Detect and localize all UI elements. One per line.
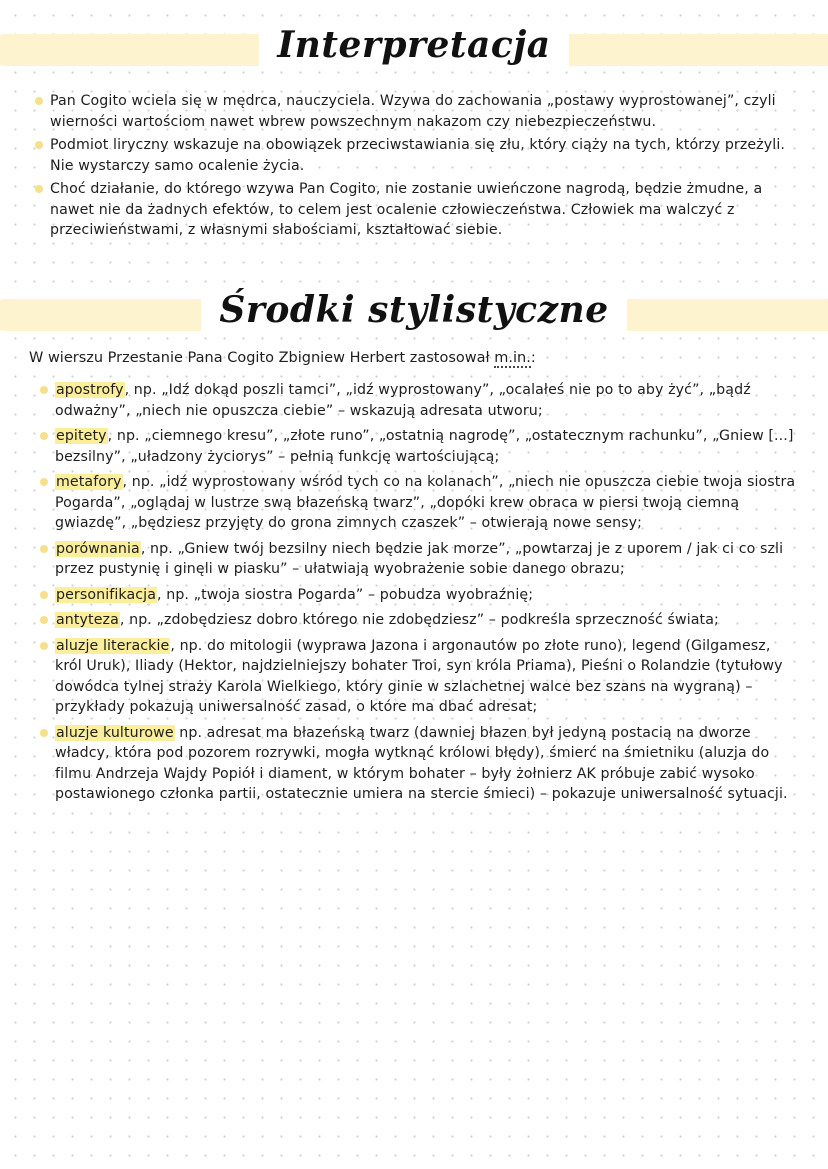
- bullet-icon: [40, 729, 48, 737]
- stylistic-devices-list: [55, 380, 797, 805]
- bullet-icon: [40, 478, 48, 486]
- bullet-icon: [40, 545, 48, 553]
- list-item: metafory, np. „idź wyprostowany wśród tych co na kolanach”, „niech nie opuszcza ciebie twoja siostra Pogarda”, „oglądaj w lustrze swą błazeńską twarz”, „dopóki krew obraca w piersi twoją ciemną gwiazdę”, „będziesz przyjęty do grona zimnych czaszek” – otwierają nowe sensy;: [55, 472, 797, 534]
- list-item: personifikacja, np. „twoja siostra Pogarda” – pobudza wyobraźnię;: [55, 585, 797, 606]
- list-item: Choć działanie, do którego wzywa Pan Cogito, nie zostanie uwieńczone nagrodą, będzie żmudne, a nawet nie da żadnych efektów, to celem jest ocalenie człowieczeństwa. Człowiek ma walczyć z przeciwieństwami, z własnymi słabościami, kształtować siebie.: [50, 179, 795, 241]
- list-item: porównania, np. „Gniew twój bezsilny niech będzie jak morze”, „powtarzaj je z uporem / jak ci co szli przez pustynię i ginęli w piasku” – ułatwiają wyobrażenie sobie danego obrazu;: [55, 539, 797, 580]
- bullet-icon: [40, 386, 48, 394]
- device-term: antyteza: [56, 612, 119, 628]
- bullet-icon: [35, 185, 43, 193]
- list-item: Podmiot liryczny wskazuje na obowiązek przeciwstawiania się złu, który ciąży na tych, którzy przeżyli. Nie wystarczy samo ocalenie życia.: [50, 135, 795, 176]
- device-term: epitety: [56, 428, 107, 444]
- bullet-icon: [40, 642, 48, 650]
- device-term: porównania: [56, 540, 140, 557]
- list-item: aluzje literackie, np. do mitologii (wyprawa Jazona i argonautów po złote runo), legend (Gilgamesz, król Uruk), Iliady (Hektor, najdzielniejszy bohater Troi, syn króla Priama), Pieśni o Rolandzie (tytułowy dowódca tylnej straży Karola Wielkiego, który ginie w szlachetnej walce bez szans na wygraną) – przykłady pokazują uniwersalność zasad, o które ma dbać adresat;: [55, 636, 797, 718]
- section-heading-srodki: Środki stylistyczne: [0, 289, 828, 331]
- interpretation-list: [50, 91, 795, 241]
- stylistic-intro: W wierszu Przestanie Pana Cogito Zbigniew Herbert zastosował m.in.:: [29, 350, 536, 366]
- device-term: personifikacja: [56, 586, 157, 603]
- device-term: apostrofy: [56, 382, 124, 398]
- bullet-icon: [40, 432, 48, 440]
- list-item: aluzje kulturowe np. adresat ma błazeńską twarz (dawniej błazen był jedyną postacią na dworze władcy, która pod pozorem rozrywki, mogła wytknąć królowi błędy), śmierć na śmietniku (aluzja do filmu Andrzeja Wajdy Popiół i diament, w którym bohater – były żołnierz AK próbuje zabić wysoko postawionego członka partii, ostatecznie umiera na stercie śmieci) – pokazuje uniwersalność sytuacji.: [55, 723, 797, 805]
- bullet-icon: [40, 616, 48, 624]
- list-item: Pan Cogito wciela się w mędrca, nauczyciela. Wzywa do zachowania „postawy wyprostowanej”, czyli wierności wartościom nawet wbrew powszechnym nakazom czy niebezpieczeństwu.: [50, 91, 795, 132]
- list-item: epitety, np. „ciemnego kresu”, „złote runo”, „ostatnią nagrodę”, „ostatecznym rachunku”, „Gniew [...] bezsilny”, „uładzony życiorys” – pełnią funkcję wartościującą;: [55, 426, 797, 467]
- device-term: aluzje kulturowe: [56, 724, 174, 741]
- device-term: metafory: [56, 474, 122, 490]
- device-term: aluzje literackie: [56, 637, 170, 654]
- bullet-icon: [40, 591, 48, 599]
- section-heading-interpretacja: Interpretacja: [0, 24, 828, 66]
- list-item: apostrofy, np. „Idź dokąd poszli tamci”, „idź wyprostowany”, „ocalałeś nie po to aby żyć”, „bądź odważny”, „niech nie opuszcza ciebie” – wskazują adresata utworu;: [55, 380, 797, 421]
- list-item: antyteza, np. „zdobędziesz dobro którego nie zdobędziesz” – podkreśla sprzeczność świata;: [55, 610, 797, 631]
- bullet-icon: [35, 97, 43, 105]
- bullet-icon: [35, 141, 43, 149]
